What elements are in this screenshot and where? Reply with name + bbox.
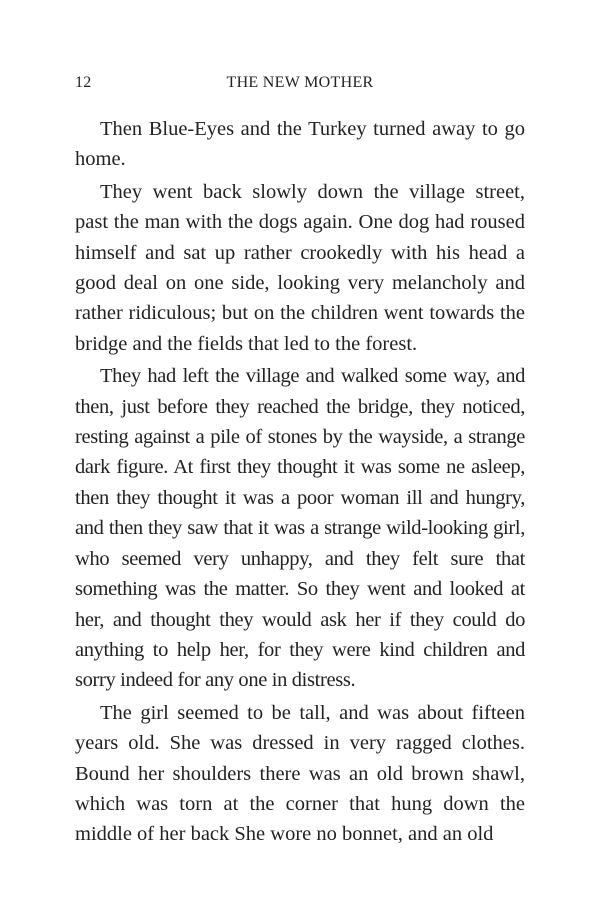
page-number: 12 (75, 74, 92, 91)
page-header (75, 74, 525, 96)
paragraph-4: The girl seemed to be tall, and was about fifteen years old. She was dressed in very ragged clothes. Bound her shoulders there was an old brown shawl, which was torn at the corner that hung down the middle of her back She wore no bonnet, and an old (75, 701, 525, 846)
paragraph-2: They went back slowly down the village street, past the man with the dogs again. One dog had roused himself and sat up rather crookedly with his head a good deal on one side, looking very melancholy and rather ridiculous; but on the children went towards the bridge and the fields that led to the forest. (75, 180, 525, 355)
paragraph-3: They had left the village and walked some way, and then, just before they reached the bridge, they noticed, resting against a pile of stones by the wayside, a strange dark figure. At first they thought it was some ne asleep, then they thought it was a poor woman ill and hungry, and then they saw that it was a strange wild-looking girl, who seemed very unhappy, and they felt sure that something was the matter. So they went and looked at her, and thought they would ask her if they could do anything to help her, for they were kind children and sorry indeed for any one in distress. (75, 365, 525, 692)
body-text (75, 114, 525, 850)
paragraph-1: Then Blue-Eyes and the Turkey turned away to go home. (75, 118, 525, 171)
running-head-title: THE NEW MOTHER (226, 74, 374, 91)
